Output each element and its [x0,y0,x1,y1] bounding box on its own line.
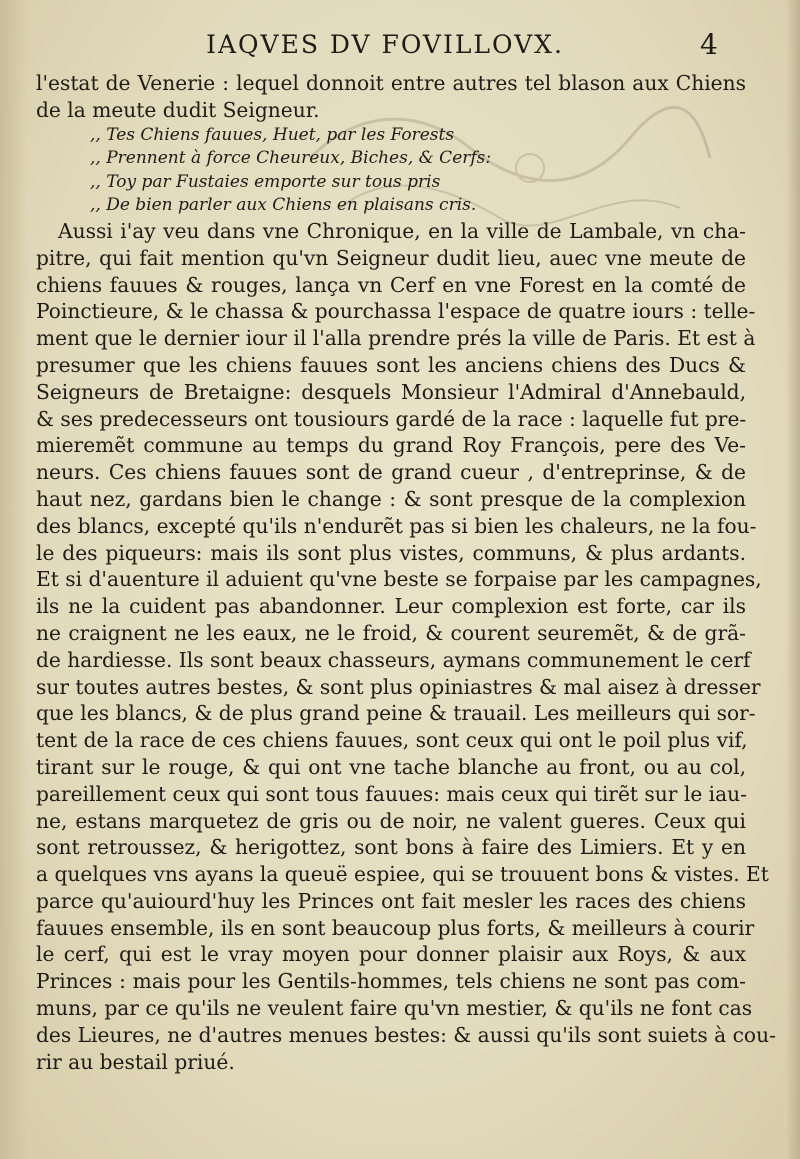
text-line: Princes : mais pour les Gentils-hommes, tels chiens ne sont pas com- [36,969,746,994]
text-line: neurs. Ces chiens fauues sont de grand cueur , d'entreprinse, & de [36,460,746,485]
text-line: ils ne la cuident pas abandonner. Leur complexion est forte, car ils [36,594,746,619]
verse-line: ,, Toy par Fustaies emporte sur tous pris [90,171,441,192]
text-line: Et si d'auenture il aduient qu'vne beste se forpaise par les campagnes, [36,567,762,592]
text-line: l'estat de Venerie : lequel donnoit entre autres tel blason aux Chiens [36,71,746,95]
text-line: des Lieures, ne d'autres menues bestes: & aussi qu'ils sont suiets à cou- [36,1022,776,1047]
text-line: chiens fauues & rouges, lança vn Cerf en vne Forest en la comté de [36,272,746,297]
text-line: Aussi i'ay veu dans vne Chronique, en la ville de Lambale, vn cha- [58,218,746,243]
text-line: fauues ensemble, ils en sont beaucoup plus forts, & meilleurs à courir [36,915,755,940]
text-line: haut nez, gardans bien le change : & sont presque de la complexion [36,486,746,511]
text-line: le cerf, qui est le vray moyen pour donner plaisir aux Roys, & aux [36,942,746,967]
text-line: sur toutes autres bestes, & sont plus opiniastres & mal aisez à dresser [36,674,761,699]
text-line: tent de la race de ces chiens fauues, sont ceux qui ont le poil plus vif, [36,728,748,753]
text-line: parce qu'auiourd'huy les Princes ont fait mesler les races des chiens [36,888,746,913]
text-line: pareillement ceux qui sont tous fauues: mais ceux qui tirẽt sur le iau- [36,781,747,806]
text-line: & ses predecesseurs ont tousiours gardé de la race : laquelle fut pre- [36,406,747,431]
text-line: a quelques vns ayans la queuë espiee, qui se trouuent bons & vistes. Et [36,862,769,887]
text-line: presumer que les chiens fauues sont les anciens chiens des Ducs & [36,352,746,377]
text-line: ment que le dernier iour il l'alla prendre prés la ville de Paris. Et est à [36,326,756,351]
text-line: ne craignent ne les eaux, ne le froid, & courent seuremẽt, & de grã- [36,620,746,645]
text-line: de hardiesse. Ils sont beaux chasseurs, aymans communement le cerf [36,647,751,672]
text-line: sont retroussez, & herigottez, sont bons à faire des Limiers. Et y en [36,835,746,860]
running-head: IAQVES DV FOVILLOVX. [206,30,564,59]
text-line: mieremẽt commune au temps du grand Roy François, pere des Ve- [36,433,746,458]
text-line: des blancs, excepté qu'ils n'endurẽt pas si bien les chaleurs, ne la fou- [36,513,757,538]
text-line: pitre, qui fait mention qu'vn Seigneur dudit lieu, auec vne meute de [36,245,746,270]
text-line: tirant sur le rouge, & qui ont vne tache blanche au front, ou au col, [36,754,746,779]
text-line: de la meute dudit Seigneur. [36,97,320,122]
page-number: 4 [700,28,718,61]
verse-line: ,, De bien parler aux Chiens en plaisans cris. [90,195,477,216]
text-line: que les blancs, & de plus grand peine & trauail. Les meilleurs qui sor- [36,701,756,726]
text-block [36,70,776,1075]
verse-line: ,, Tes Chiens fauues, Huet, par les Forests [90,124,455,145]
text-line: le des piqueurs: mais ils sont plus vistes, communs, & plus ardants. [36,540,746,565]
text-line: Seigneurs de Bretaigne: desquels Monsieur l'Admiral d'Annebauld, [36,379,746,404]
text-line: muns, par ce qu'ils ne veulent faire qu'vn mestier, & qu'ils ne font cas [36,996,753,1021]
text-line: Poinctieure, & le chassa & pourchassa l'espace de quatre iours : telle- [36,299,756,324]
verse-line: ,, Prennent à force Cheureux, Biches, & Cerfs: [90,148,492,169]
text-line: rir au bestail priué. [36,1049,235,1074]
text-line: ne, estans marquetez de gris ou de noir, ne valent gueres. Ceux qui [36,808,746,833]
